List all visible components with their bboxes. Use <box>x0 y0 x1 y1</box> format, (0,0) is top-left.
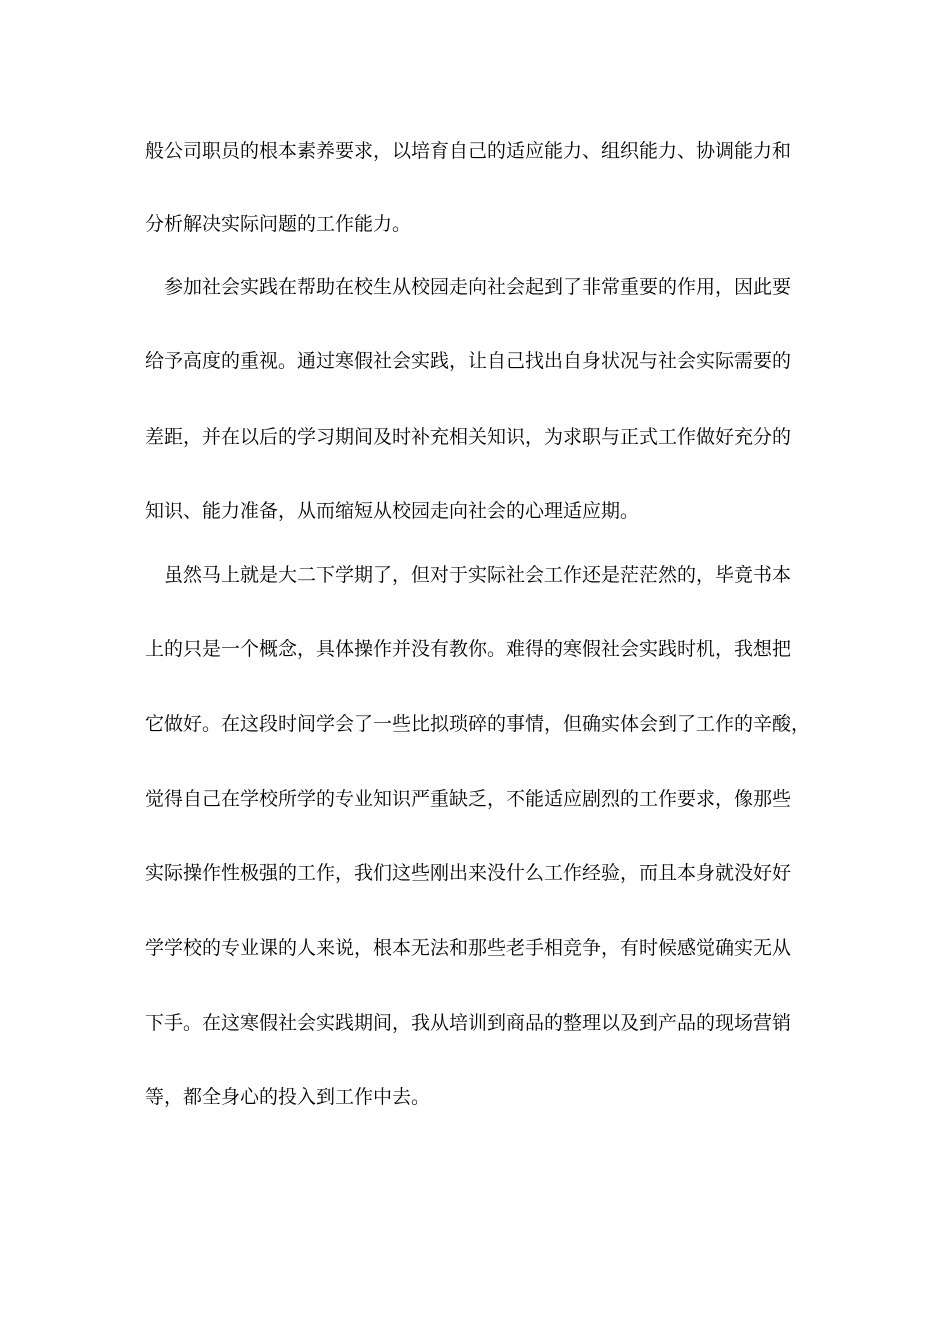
paragraph-line: 实际操作性极强的工作，我们这些刚出来没什么工作经验，而且本身就没好好 <box>145 862 792 884</box>
paragraph-line: 虽然马上就是大二下学期了，但对于实际社会工作还是茫茫然的，毕竟书本 <box>164 564 792 586</box>
paragraph-line: 等，都全身心的投入到工作中去。 <box>145 1086 431 1108</box>
paragraph-line: 般公司职员的根本素养要求，以培育自己的适应能力、组织能力、协调能力和 <box>145 140 792 162</box>
paragraph-line: 它做好。在这段时间学会了一些比拟琐碎的事情，但确实体会到了工作的辛酸， <box>145 713 811 735</box>
paragraph-line: 学学校的专业课的人来说，根本无法和那些老手相竞争，有时候感觉确实无从 <box>145 937 792 959</box>
paragraph-line: 参加社会实践在帮助在校生从校园走向社会起到了非常重要的作用，因此要 <box>164 276 792 298</box>
paragraph-line: 上的只是一个概念，具体操作并没有教你。难得的寒假社会实践时机，我想把 <box>145 638 792 660</box>
paragraph-line: 下手。在这寒假社会实践期间，我从培训到商品的整理以及到产品的现场营销 <box>145 1012 792 1034</box>
paragraph-line: 给予高度的重视。通过寒假社会实践，让自己找出自身状况与社会实际需要的 <box>145 350 792 372</box>
paragraph-line: 分析解决实际问题的工作能力。 <box>145 213 412 235</box>
paragraph-line: 知识、能力准备，从而缩短从校园走向社会的心理适应期。 <box>145 500 640 522</box>
paragraph-line: 觉得自己在学校所学的专业知识严重缺乏，不能适应剧烈的工作要求，像那些 <box>145 788 792 810</box>
paragraph-line: 差距，并在以后的学习期间及时补充相关知识，为求职与正式工作做好充分的 <box>145 426 792 448</box>
